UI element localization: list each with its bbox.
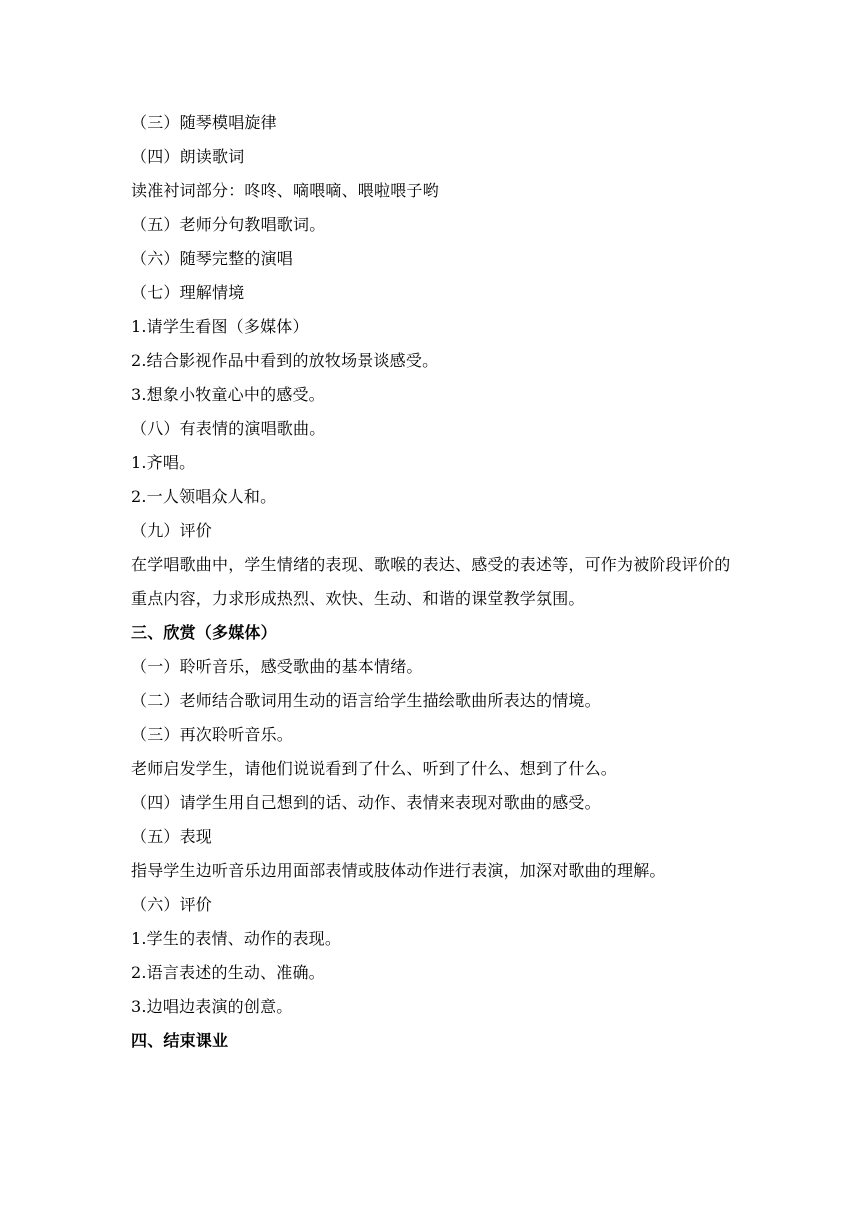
list-item: 2.语言表述的生动、准确。 — [131, 963, 325, 982]
subsection-heading: （五）表现 — [131, 827, 213, 846]
list-item: 1.齐唱。 — [131, 453, 196, 472]
list-item: 3.边唱边表演的创意。 — [131, 997, 293, 1016]
subsection-heading: （三）再次聆听音乐。 — [131, 725, 294, 744]
subsection-heading: （九）评价 — [131, 521, 213, 540]
list-item: 2.结合影视作品中看到的放牧场景谈感受。 — [131, 351, 439, 370]
subsection-heading: （七）理解情境 — [131, 283, 245, 302]
subsection-heading: （四）朗读歌词 — [131, 147, 245, 166]
section-heading: 三、欣赏（多媒体） — [131, 623, 277, 642]
subsection-heading: （五）老师分句教唱歌词。 — [131, 215, 326, 234]
subsection-heading: （八）有表情的演唱歌曲。 — [131, 419, 326, 438]
subsection-heading: （二）老师结合歌词用生动的语言给学生描绘歌曲所表达的情境。 — [131, 691, 601, 710]
subsection-heading: （四）请学生用自己想到的话、动作、表情来表现对歌曲的感受。 — [131, 793, 601, 812]
list-item: 2.一人领唱众人和。 — [131, 487, 277, 506]
subsection-heading: （一）聆听音乐，感受歌曲的基本情绪。 — [131, 657, 423, 676]
section-heading: 四、结束课业 — [131, 1031, 229, 1050]
evaluation-paragraph: 在学唱歌曲中，学生情绪的表现、歌喉的表达、感受的表述等，可作为被阶段评价的重点内容，力求形成热烈、欢快、生动、和谐的课堂教学氛围。 — [131, 555, 731, 608]
subsection-heading: （六）评价 — [131, 895, 213, 914]
list-item: 1.学生的表情、动作的表现。 — [131, 929, 342, 948]
subsection-heading: （六）随琴完整的演唱 — [131, 249, 294, 268]
body-text: 读准衬词部分：咚咚、嘀喂嘀、喂啦喂子哟 — [131, 181, 439, 200]
list-item: 1.请学生看图（多媒体） — [131, 317, 309, 336]
body-text: 指导学生边听音乐边用面部表情或肢体动作进行表演，加深对歌曲的理解。 — [131, 861, 666, 880]
body-text: 老师启发学生，请他们说说看到了什么、听到了什么、想到了什么。 — [131, 759, 618, 778]
document-body — [131, 106, 751, 1058]
subsection-heading: （三）随琴模唱旋律 — [131, 113, 277, 132]
list-item: 3.想象小牧童心中的感受。 — [131, 385, 325, 404]
